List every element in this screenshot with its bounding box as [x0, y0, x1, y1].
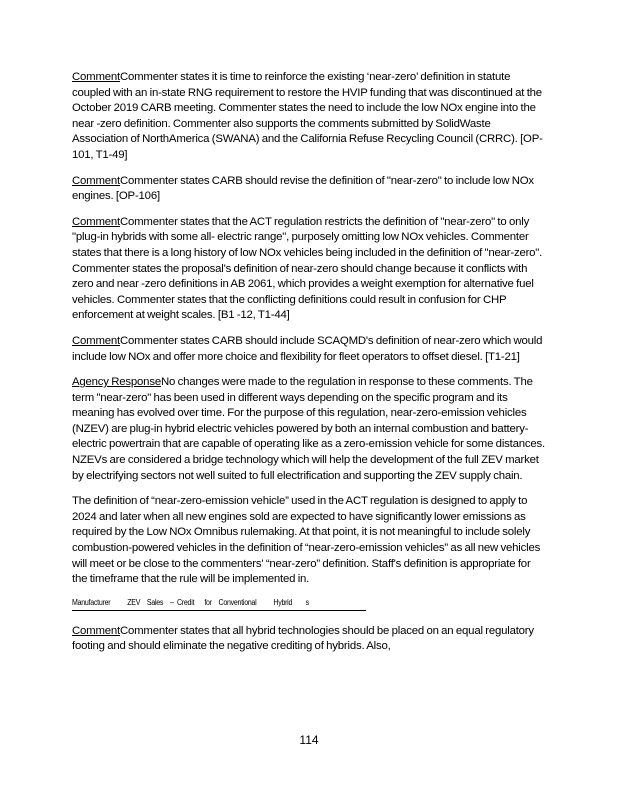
paragraph-label: Comment: [72, 334, 120, 347]
paragraph-label: Comment: [72, 174, 120, 187]
comment-paragraph: [72, 624, 546, 655]
paragraph-text: Commenter states it is time to reinforce the existing ‘near-zero’ definition in statute coupled with an in-state RNG requirement to restore the HVIP funding that was discontinued at the October 2019 CARB meeting. Commenter states the need to include the low NOx engine into the near -zero definition. Commenter also supports the comments submitted by SolidWaste Association of NorthAmerica (SWANA) and the California Refuse Recycling Council (CRRC). [OP-101, T1-49]: [72, 71, 543, 161]
paragraph-text: Commenter states that all hybrid technologies should be placed on an equal regulatory footing and should eliminate the negative crediting of hybrids. Also,: [72, 624, 534, 653]
agency-response-paragraph: [72, 375, 546, 484]
paragraph-text: The definition of “near-zero-emission vehicle” used in the ACT regulation is designed to apply to 2024 and later when all new engines sold are expected to have significantly lower emissions as required by the Low NOx Omnibus rulemaking. At that point, it is not meaningful to include solely combustion-powered vehicles in the definition of “near-zero-emission vehicles” as all new vehicles will meet or be close to the commenters' “near-zero” definition. Staff's definition is appropriate for the timeframe that the rule will be implemented in.: [72, 495, 541, 586]
paragraph-label: Comment: [72, 71, 120, 83]
paragraph-text: No changes were made to the regulation in response to these comments. The term "near-zero" has been used in different ways depending on the specific program and its meaning has evolved over time. For the purpose of this regulation, near-zero-emission vehicles (NZEV) are plug-in hybrid electric vehicles powered by both an internal combustion and battery- electric powertrain that are capable of operating like as a zero-emission vehicle for some distances. NZEVs are considered a bridge technology which will help the development of the full ZEV market by electrifying sectors not well suited to full electrification and supporting the ZEV supply chain.: [72, 376, 545, 482]
section-heading: Manufacturer ZEV Sales – Credit for Conventional Hybrid s: [72, 598, 366, 611]
paragraph-label: Comment: [72, 215, 120, 228]
page-number: 114: [299, 733, 319, 747]
comment-paragraph: [72, 215, 546, 324]
paragraph-text: Commenter states CARB should include SCAQMD's definition of near-zero which would include low NOx and offer more choice and flexibility for fleet operators to offset diesel. [T1-21]: [72, 334, 543, 363]
paragraph-label: Comment: [72, 624, 120, 637]
comment-paragraph: [72, 174, 546, 205]
paragraph-label: Agency Response: [72, 376, 161, 389]
paragraph-text: Commenter states CARB should revise the definition of "near-zero" to include low NOx engines. [OP-106]: [72, 174, 534, 203]
comment-paragraph: [72, 70, 546, 164]
paragraph-text: Commenter states that the ACT regulation restricts the definition of "near-zero" to only "plug-in hybrids with some all- electric range", purposely omitting low NOx vehicles. Commenter states that there is a long history of low NOx vehicles being included in the definition of "near-zero". Commenter states the proposal's definition of near-zero should change because it conflicts with zero and near -zero definitions in AB 2061, which provides a weight exemption for alternative fuel vehicles. Commenter states that the conflicting definitions could result in confusion for CHP enforcement at weight scales. [B1 -12, T1-44]: [72, 215, 543, 322]
document-body: [72, 70, 546, 665]
response-paragraph: [72, 494, 546, 588]
comment-paragraph: [72, 334, 546, 365]
